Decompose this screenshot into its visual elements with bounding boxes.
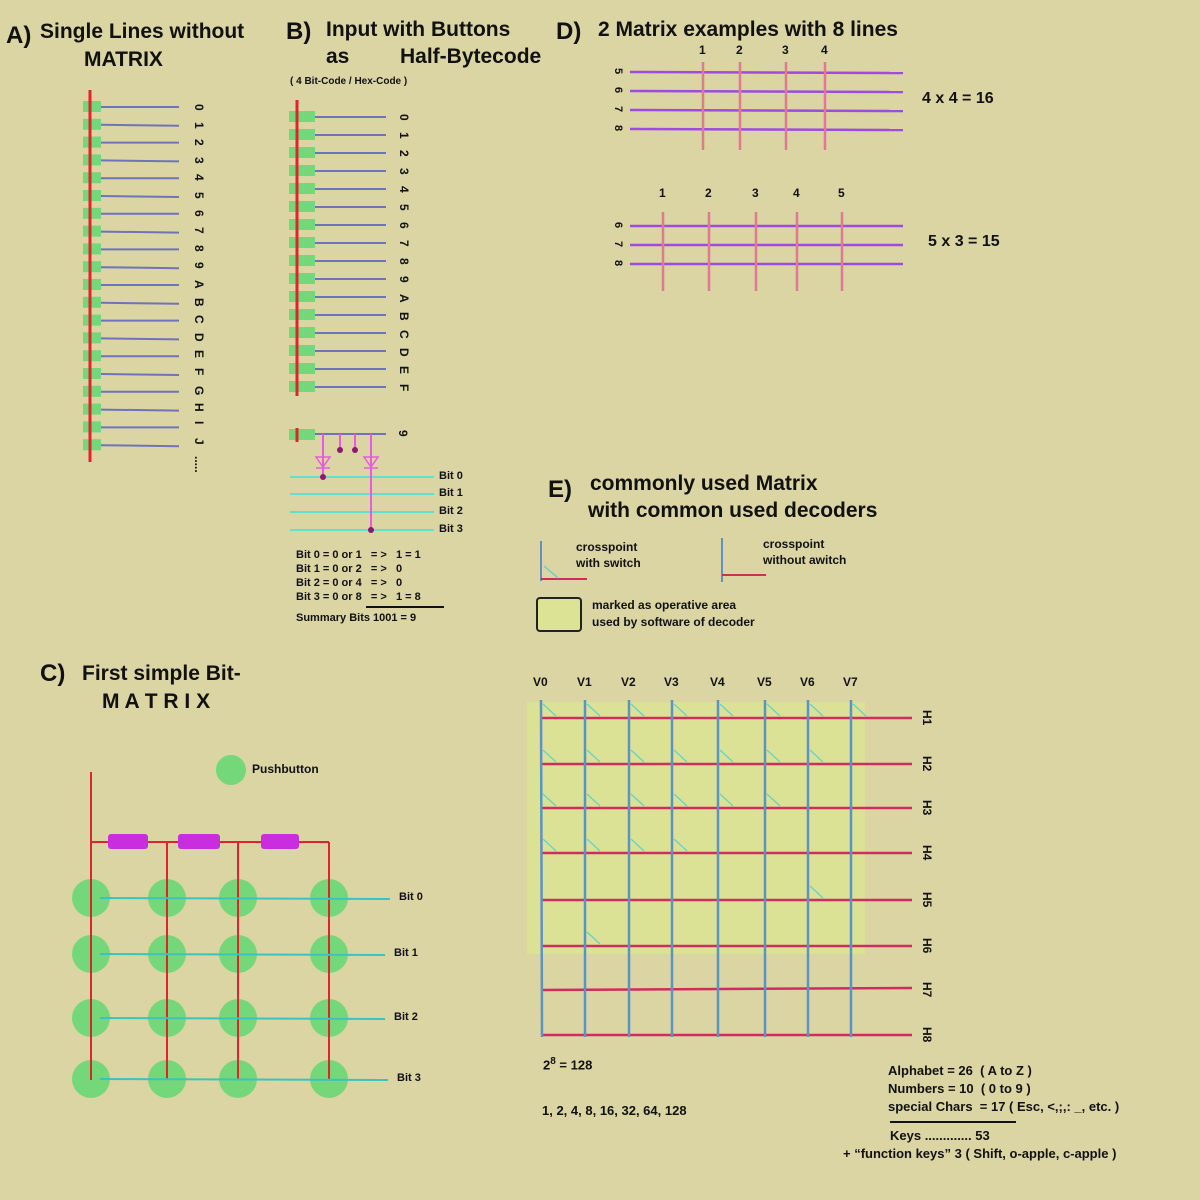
section-b-nine-label: 9 xyxy=(396,430,410,437)
column-label: 3 xyxy=(752,186,759,200)
section-d-letter: D) xyxy=(556,18,582,45)
legend-switch-line1: crosspoint xyxy=(576,540,638,554)
section-d-title: 2 Matrix examples with 8 lines xyxy=(598,18,898,41)
junction-dot xyxy=(320,474,326,480)
row-label: 6 xyxy=(612,222,624,229)
signal-line xyxy=(101,410,179,411)
column-label: V1 xyxy=(577,675,592,689)
row-label: 5 xyxy=(612,68,624,75)
column-line xyxy=(541,700,542,1037)
line-label: 5 xyxy=(192,192,206,199)
matrix1-equation: 4 x 4 = 16 xyxy=(922,90,994,107)
button-pad xyxy=(83,386,101,397)
line-label: J xyxy=(192,438,206,446)
signal-line xyxy=(101,445,179,446)
legend-area-line1: marked as operative area xyxy=(592,598,737,612)
section-c-title-line2: M A T R I X xyxy=(102,690,211,713)
junction-dot xyxy=(368,527,374,533)
legend-area-box xyxy=(537,598,581,631)
section-b-calc xyxy=(296,548,421,604)
line-label: ..... xyxy=(192,456,206,473)
button-pad xyxy=(83,243,101,254)
column-label: V2 xyxy=(621,675,636,689)
row-label: H3 xyxy=(920,800,934,816)
summary-underline xyxy=(890,1121,1016,1123)
button-pad xyxy=(83,368,101,379)
column-label: V0 xyxy=(533,675,548,689)
bit-label: Bit 3 xyxy=(397,1072,421,1084)
section-a-lines xyxy=(83,90,179,462)
button-pad xyxy=(289,129,315,140)
row-line xyxy=(630,129,903,130)
row-label: H5 xyxy=(920,892,934,908)
button-pad xyxy=(289,273,315,284)
line-label: 2 xyxy=(192,139,206,146)
button-pad xyxy=(289,327,315,338)
button-pad xyxy=(289,381,315,392)
line-label: 9 xyxy=(192,262,206,270)
button-pad xyxy=(289,165,315,176)
button-pad xyxy=(83,350,101,361)
section-c-title-line1: First simple Bit- xyxy=(82,662,241,685)
row-label: H4 xyxy=(920,845,934,861)
signal-line xyxy=(101,338,179,339)
section-b-title-line2b: Half-Bytecode xyxy=(400,45,542,68)
pushbutton-label: Pushbutton xyxy=(252,762,319,776)
button-pad xyxy=(289,255,315,266)
hex-label: 3 xyxy=(397,168,411,175)
button-pad xyxy=(83,137,101,148)
hex-label: 6 xyxy=(397,222,411,229)
calc-line: Bit 1 = 0 or 2 = > 0 xyxy=(296,563,403,575)
line-label: D xyxy=(192,332,206,342)
line-label: C xyxy=(192,315,206,324)
row-label: H1 xyxy=(920,710,934,726)
button-pad xyxy=(83,421,101,432)
legend-switch-line2: with switch xyxy=(576,556,641,570)
signal-line xyxy=(101,160,179,161)
button-pad xyxy=(289,309,315,320)
column-label: 5 xyxy=(838,186,845,200)
button-pad xyxy=(289,183,315,194)
row-label: 7 xyxy=(612,241,624,248)
tap-dot xyxy=(352,447,358,453)
section-c-letter: C) xyxy=(40,660,66,687)
column-label: 4 xyxy=(793,186,800,200)
pushbutton-legend xyxy=(216,755,246,785)
column-label: V7 xyxy=(843,675,858,689)
bit-label: Bit 2 xyxy=(394,1011,418,1023)
signal-line xyxy=(101,303,179,304)
section-e-title-line2: with common used decoders xyxy=(588,499,878,522)
bit-line xyxy=(100,1018,385,1019)
button-pad xyxy=(83,190,101,201)
section-b-title-line1: Input with Buttons xyxy=(326,18,511,41)
bit-label: Bit 3 xyxy=(439,523,463,535)
row-label: 7 xyxy=(612,106,624,113)
hex-label: 5 xyxy=(397,204,411,211)
resistor xyxy=(108,834,148,849)
hex-label: D xyxy=(397,348,411,357)
button-pad-9 xyxy=(289,429,315,440)
hex-label: 7 xyxy=(397,240,411,247)
power-base: 2 xyxy=(543,1057,551,1073)
button-pad xyxy=(83,332,101,343)
button-pad xyxy=(289,345,315,356)
column-label: V4 xyxy=(710,675,725,689)
power-formula xyxy=(543,1056,592,1072)
button-pad xyxy=(83,261,101,272)
line-label: H xyxy=(192,403,206,412)
hex-label: 8 xyxy=(397,258,411,265)
button-pad xyxy=(83,279,101,290)
button-pad xyxy=(289,363,315,374)
line-label: F xyxy=(192,368,206,376)
line-label: G xyxy=(192,385,206,395)
bit-line xyxy=(100,898,390,899)
button-pad xyxy=(83,439,101,450)
line-label: 6 xyxy=(192,209,206,217)
column-label: 1 xyxy=(659,186,666,200)
section-b-letter: B) xyxy=(286,18,312,45)
button-pad xyxy=(289,291,315,302)
section-b-lines xyxy=(289,100,444,607)
button-pad xyxy=(83,208,101,219)
bit-label: Bit 0 xyxy=(439,470,463,482)
column-label: 4 xyxy=(821,43,828,57)
signal-line xyxy=(101,374,179,375)
hex-label: 0 xyxy=(397,114,411,121)
signal-line xyxy=(101,267,179,268)
powers-list: 1, 2, 4, 8, 16, 32, 64, 128 xyxy=(542,1103,687,1118)
section-c-matrix xyxy=(72,755,390,1098)
hex-label: 9 xyxy=(397,276,411,283)
row-line xyxy=(630,110,903,111)
line-label: 8 xyxy=(192,244,206,252)
button-pad xyxy=(289,237,315,248)
section-a-title-line2: MATRIX xyxy=(84,48,163,71)
summary-line: special Chars = 17 ( Esc, <,;,: _, etc. ) xyxy=(888,1099,1120,1114)
calc-line: Bit 3 = 0 or 8 = > 1 = 8 xyxy=(296,591,421,603)
button-pad xyxy=(289,201,315,212)
row-label: H8 xyxy=(920,1027,934,1043)
hex-label: 2 xyxy=(397,150,411,157)
button-pad xyxy=(83,226,101,237)
column-label: 3 xyxy=(782,43,789,57)
resistor xyxy=(178,834,220,849)
keys-summary xyxy=(888,1062,1119,1116)
resistor xyxy=(261,834,299,849)
button-pad xyxy=(289,219,315,230)
bit-label: Bit 1 xyxy=(394,947,418,959)
section-a-title-line1: Single Lines without xyxy=(40,20,245,43)
legend-switch-diagonal xyxy=(544,566,558,578)
button-pad xyxy=(289,111,315,122)
row-label: H6 xyxy=(920,938,934,954)
column-label: V6 xyxy=(800,675,815,689)
row-label: 8 xyxy=(612,260,624,267)
hex-label: C xyxy=(397,330,411,339)
summary-line: Alphabet = 26 ( A to Z ) xyxy=(888,1063,1032,1078)
row-label: 6 xyxy=(612,87,624,94)
button-pad xyxy=(83,172,101,183)
calc-line: Bit 0 = 0 or 1 = > 1 = 1 xyxy=(296,549,421,561)
line-label: 3 xyxy=(192,156,206,164)
line-label: E xyxy=(192,350,206,359)
section-d-matrices xyxy=(630,62,903,291)
summary-line: Numbers = 10 ( 0 to 9 ) xyxy=(888,1081,1031,1096)
button-pad xyxy=(83,119,101,130)
keys-line: Keys ............. 53 xyxy=(890,1128,990,1143)
hex-label: 4 xyxy=(397,186,411,193)
bit-label: Bit 0 xyxy=(399,891,423,903)
bit-label: Bit 2 xyxy=(439,505,463,517)
row-line xyxy=(541,988,912,990)
row-line xyxy=(630,72,903,73)
line-label: I xyxy=(192,420,206,425)
signal-line xyxy=(101,232,179,233)
section-b-title-line2a: as xyxy=(326,45,350,68)
section-e-title-line1: commonly used Matrix xyxy=(590,472,818,495)
button-pad xyxy=(83,154,101,165)
row-label: H7 xyxy=(920,982,934,998)
column-label: V5 xyxy=(757,675,772,689)
legend-noswitch-line1: crosspoint xyxy=(763,537,825,551)
line-label: B xyxy=(192,297,206,307)
line-label: 4 xyxy=(192,174,206,182)
line-label: A xyxy=(192,280,206,289)
signal-line xyxy=(101,125,179,126)
row-line xyxy=(630,91,903,92)
column-label: 1 xyxy=(699,43,706,57)
row-label: H2 xyxy=(920,756,934,772)
signal-line xyxy=(101,196,179,197)
hex-label: F xyxy=(397,384,411,392)
column-label: 2 xyxy=(736,43,743,57)
section-a-letter: A) xyxy=(6,22,32,49)
hex-label: A xyxy=(397,294,411,303)
tap-dot xyxy=(337,447,343,453)
button-pad xyxy=(83,297,101,308)
hex-label: 1 xyxy=(397,132,411,139)
power-result: = 128 xyxy=(555,1057,593,1073)
line-label: 0 xyxy=(192,104,206,111)
button-pad xyxy=(83,315,101,326)
section-e-letter: E) xyxy=(548,476,572,503)
row-label: 8 xyxy=(612,125,624,132)
hex-label: E xyxy=(397,366,411,375)
section-b-summary: Summary Bits 1001 = 9 xyxy=(296,612,417,624)
bit-line xyxy=(100,954,385,955)
section-b-subtitle: ( 4 Bit-Code / Hex-Code ) xyxy=(290,76,408,87)
column-label: 2 xyxy=(705,186,712,200)
legend-area-line2: used by software of decoder xyxy=(592,615,755,629)
line-label: 1 xyxy=(192,121,206,129)
line-label: 7 xyxy=(192,227,206,234)
power-exp: 8 xyxy=(550,1056,556,1067)
button-pad xyxy=(289,147,315,158)
operative-area xyxy=(527,702,865,954)
button-pad xyxy=(83,404,101,415)
section-e-matrix xyxy=(527,538,912,1037)
function-keys-line: + “function keys” 3 ( Shift, o-apple, c-apple ) xyxy=(843,1146,1117,1161)
bit-line xyxy=(100,1079,388,1080)
legend-noswitch-line2: without awitch xyxy=(763,553,847,567)
bit-label: Bit 1 xyxy=(439,487,463,499)
button-pad xyxy=(83,101,101,112)
matrix2-equation: 5 x 3 = 15 xyxy=(928,233,1000,250)
column-label: V3 xyxy=(664,675,679,689)
calc-line: Bit 2 = 0 or 4 = > 0 xyxy=(296,577,403,589)
hex-label: B xyxy=(397,312,411,321)
